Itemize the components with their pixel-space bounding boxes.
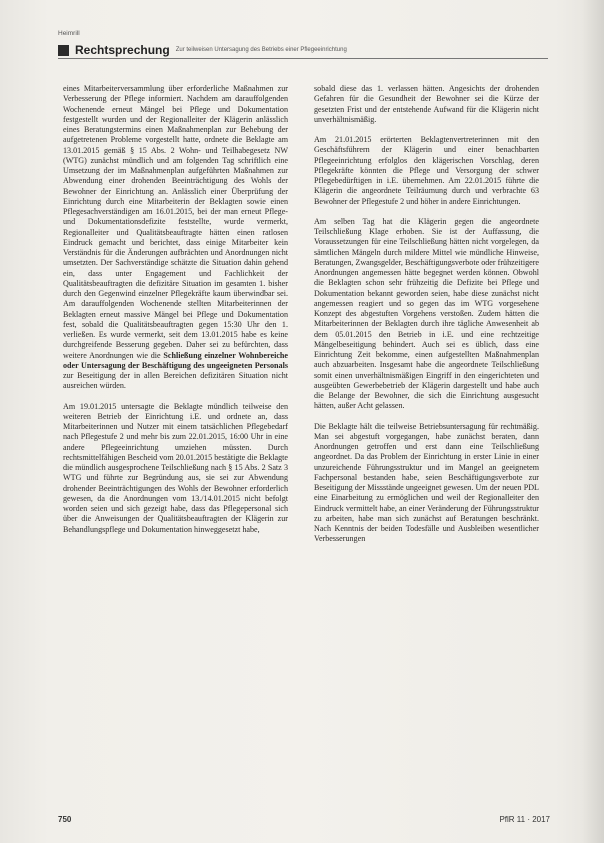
- rubric-title: Rechtsprechung: [75, 43, 170, 57]
- rubric-square-icon: [58, 45, 69, 56]
- left-column: [63, 84, 288, 545]
- body-text: zur Beseitigung der in allen Bereichen defizitären Situation nicht ausreichen würden.: [63, 371, 288, 391]
- paragraph: [63, 402, 288, 535]
- top-note: Heimrill: [58, 30, 80, 37]
- body-text: sobald diese das 1. verlassen hätten. Angesichts der drohenden Gefahren für die Gesundheit der Bewohner sei die Kürze der gesetzten Frist und der entstehende Aufwand für die Klägerin nicht unverhältnismäßig.: [314, 84, 539, 124]
- bold-text: Schließung einzelner Wohnbereiche oder Untersagung der Beschäftigung des ungeeigneten Personals: [63, 350, 289, 370]
- page-number: 750: [58, 815, 72, 824]
- body-text: Am selben Tag hat die Klägerin gegen die angeordnete Teilschließung Klage erhoben. Sie ist der Auffassung, die Voraussetzungen für eine Teilschließung hätten nicht vorgelegen, da sämtlichen Mängeln durch mildere Mittel wie mündliche Hinweise, Beratungen, Zwangsgelder, Beschäftigungsverbote oder frühzeitigere Anordnungen angemessen hätte begegnet werden können. Obwohl die Beklagten schon sehr frühzeitig die Defizite bei Pflege und Dokumentation bekannt geworden seien, habe diese zunächst nicht angemessen reagiert und so gegen das im WTG vorgesehene Konzept des abgestuften Vorgehens verstoßen. Zudem hätten die Mitarbeiterinnen der Beklagten durch ihre tägliche Anwesenheit ab dem 05.01.2015 den Betrieb in i.E. und eine rechtzeitige Mängelbeseitigung behindert. Auch sei es üblich, dass eine Einrichtung Zeit bekomme, einen aufgestellten Maßnahmenplan auch abzuarbeiten. Insgesamt habe die angeordnete Teilschließung somit einen unverhältnismäßigen Eingriff in den eingerichteten und ausgeübten Gewerbebetrieb der Klägerin dargestellt und habe auch die Belange der Bewohner, die sich die Einrichtung ausgesucht hätten, außer Acht gelassen.: [314, 216, 539, 411]
- right-column: [314, 84, 539, 555]
- paragraph: [314, 217, 539, 412]
- paragraph: [314, 84, 539, 125]
- body-text: Am 19.01.2015 untersagte die Beklagte mündlich teilweise den weiteren Betrieb der Einrichtung i.E. und ordnete an, dass Mitarbeiterinnen und Nutzer mit einem tatsächlichen Pflegebedarf nach Pflegestufe 2 und mehr bis zum 22.01.2015, 16:00 Uhr in eine andere Pflegeeinrichtung umziehen müssten. Durch rechtsmittelfähigen Bescheid vom 20.01.2015 bestätigte die Beklagte die mündlich ausgesprochene Teilschließung nach § 15 Abs. 2 Satz 3 WTG und führte zur Begründung aus, sie sei zur Abwendung drohender Beeinträchtigungen des Wohls der Bewohner erforderlich gewesen, da die Anordnungen vom 13./14.01.2015 nicht befolgt worden seien und sich gezeigt habe, dass das Pflegepersonal sich über die Anweisungen der Qualitätsbeauftragten der Klägerin zur Behandlungspflege und Dokumentation hinweggesetzt habe,: [63, 401, 288, 534]
- body-text: Am 21.01.2015 erörterten Beklagtenvertreterinnen mit den Geschäftsführern der Klägerin und einer benachbarten Pflegeeinrichtung erfolglos den klägerischen Vorschlag, deren Pflegekräfte könnten die Pflege und Versorgung der schwer Pflegebedürftigen in i.E. übernehmen. Am 22.01.2015 führte die Klägerin die angeordnete Teilräumung durch und verbrachte 63 Bewohner der Pflegestufe 2 und höher in andere Einrichtungen.: [314, 135, 539, 206]
- body-text: Die Beklagte hält die teilweise Betriebsuntersagung für rechtmäßig. Man sei abgestuft vorgegangen, habe zunächst beraten, dann Anordnungen getroffen und erst dann eine Teilschließung angeordnet. Da das Problem der Einrichtung in erster Linie in einer unzureichende Führungsstruktur und im Mangel an geeignetem Fachpersonal bestanden habe, seien Beschäftigungsverbote zur Beseitigung der Missstände ungeeignet gewesen. Um der neuen PDL eine Einarbeitung zu ermöglichen und weil der Regionalleiter den Eindruck vermittelt habe, an einer Veränderung der Führungsstruktur zu arbeiten, habe man sich zunächst auf Beratungen beschränkt. Nach Kenntnis der beiden Todesfälle und Ausbleiben wesentlicher Verbesserungen: [314, 421, 539, 544]
- journal-issue: PflR 11 · 2017: [499, 815, 550, 824]
- paragraph: [63, 84, 288, 392]
- paragraph: [314, 422, 539, 545]
- page-footer: [58, 815, 550, 824]
- paragraph: [314, 135, 539, 207]
- body-text: eines Mitarbeiterversammlung über erforderliche Maßnahmen zur Verbesserung der Pflege informiert. Nachdem am darauffolgenden Wochenende erneut Mängel bei Pflege und Dokumentation festgestellt wurden und der Regionalleiter der Klägerin anlässlich eines Beratungstermins einen Maßnahmenplan zur Behebung der aufgetretenen Probleme vorgestellt hatte, ordnete die Beklagte am 13.01.2015 gemäß § 15 Abs. 2 Wohn- und Teilhabegesetz NW (WTG) zunächst mündlich und am folgenden Tag schriftlich eine Umsetzung der im Maßnahmenplan aufgeführten Maßnahmen zur Abwendung einer drohenden Beeinträchtigung des Wohls der Bewohner der Einrichtung an. Anlässlich einer Überprüfung der Einrichtung durch eine Mitarbeiterin der Beklagten sowie einen Pflegesachverständigen am 16.01.2015, bei der man erneut Pflege- und Dokumentationsdefizite feststellte, wurde vermerkt, Regionalleiter und Qualitätsbeauftragte hätten einen ratlosen Eindruck gemacht und berichtet, dass einige Mitarbeiter kein Verständnis für die Änderungen aufbrächten und Anordnungen nicht umsetzten. Der Sachverständige schätzte die Situation dahin gehend ein, dass unter Engagement und Fachlichkeit der Qualitätsbeauftragten die defizitäre Situation im gesamten 1. bisher durch den Gegenwind einzelner Pflegekräfte kaum überwindbar sei. Am darauffolgenden Wochenende stellten Mitarbeiterinnen der Beklagten erneut massive Mängel bei Pflege und Dokumentation fest, sobald die Qualitätsbeauftragten gegen 15:30 Uhr den 1. verließen. Es wurde vermerkt, seit dem 13.01.2015 habe es keine durchgreifende Besserung gegeben. Daher sei zu befürchten, dass weitere Anordnungen wie die: [63, 84, 288, 360]
- page-edge-shadow: [582, 0, 604, 843]
- page-header: [58, 42, 548, 59]
- rubric-subtitle: Zur teilweisen Untersagung des Betriebs einer Pflegeeinrichtung: [175, 47, 347, 53]
